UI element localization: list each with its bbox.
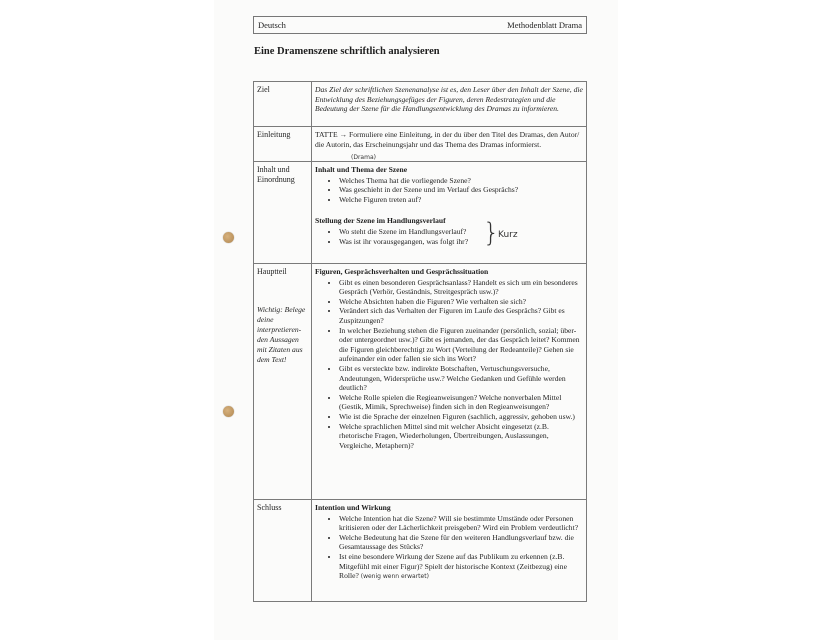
list-item: • Wo steht die Szene im Handlungsverlauf? [339, 227, 583, 237]
list-item: • Welche Intention hat die Szene? Will sie bestimmte Umstände oder Personen kritisieren oder der Lächerlichkeit preisgeben? Wird ein Problem verdeutlicht? [339, 514, 583, 533]
punch-hole [223, 406, 234, 417]
subject-label: Deutsch [258, 20, 286, 30]
row-label: Schluss [254, 500, 312, 602]
list-item: • Welche sprachlichen Mittel sind mit welcher Absicht eingesetzt (z.B. rhetorische Fragen, Wiederholungen, Übertreibungen, Auslassungen, Vergleiche, Metaphern)? [339, 422, 583, 451]
table-row-schluss [254, 500, 587, 602]
question-list [315, 514, 583, 582]
punch-hole [223, 232, 234, 243]
document-title: Eine Dramenszene schriftlich analysieren [254, 46, 440, 57]
section-title: Inhalt und Thema der Szene [315, 165, 408, 174]
handwritten-brace: } [483, 218, 500, 248]
list-item: • Ist eine besondere Wirkung der Szene auf das Publikum zu erkennen (z.B. Mitgefühl mit einer Figur)? Spielt der historische Kontext (Zeitbezug) eine Rolle? (wenig wenn erwartet) [339, 552, 583, 582]
question-list [315, 278, 583, 451]
row-label: Hauptteil Wichtig: Belege deine interpretieren-den Aussagen mit Zitaten aus dem Text! [254, 264, 312, 500]
list-item: • Welche Absichten haben die Figuren? Wie verhalten sie sich? [339, 297, 583, 307]
question-list [315, 176, 583, 205]
list-item: • Verändert sich das Verhalten der Figuren im Laufe des Gesprächs? Gibt es Zuspitzungen? [339, 306, 583, 325]
sheet-type-label: Methodenblatt Drama [507, 20, 582, 30]
list-item: • Gibt es versteckte bzw. indirekte Botschaften, Vertuschungsversuche, Andeutungen, Widersprüche usw.? Welche Gedanken und Gefühle werden deutlich? [339, 364, 583, 393]
row-label: Einleitung [254, 127, 312, 162]
row-label: Ziel [254, 82, 312, 127]
list-item: • Gibt es einen besonderen Gesprächsanlass? Handelt es sich um ein besonderes Gespräch (Verhör, Geständnis, Streitgespräch usw.)? [339, 278, 583, 297]
method-table [253, 81, 587, 602]
section-title: Intention und Wirkung [315, 503, 391, 512]
question-list [315, 227, 583, 246]
table-row-einleitung [254, 127, 587, 162]
row-label: Inhalt und Einordnung [254, 162, 312, 264]
list-item: • Was ist ihr vorausgegangen, was folgt ihr? [339, 237, 583, 247]
ziel-text: Das Ziel der schriftlichen Szenenanalyse ist es, den Leser über den Inhalt der Szene, die Entwicklung des Beziehungsgefüges der Figuren, deren Redestrategien und die Bedeutung der Szene für die Handlungsentwicklung des Dramas zu informieren. [312, 82, 587, 127]
table-row-inhalt [254, 162, 587, 264]
section-title: Figuren, Gesprächsverhalten und Gesprächssituation [315, 267, 489, 276]
table-row-ziel [254, 82, 587, 127]
schluss-cell [312, 500, 587, 602]
hauptteil-cell [312, 264, 587, 500]
list-item: • Welche Bedeutung hat die Szene für den weiteren Handlungsverlauf bzw. die Gesamtaussage des Stücks? [339, 533, 583, 552]
einleitung-text: TATTE → Formuliere eine Einleitung, in der du über den Titel des Dramas, den Autor/ die Autorin, das Erscheinungsjahr und das Thema des Dramas informierst. [312, 127, 587, 162]
hint-note: Wichtig: Belege deine interpretieren-den Aussagen mit Zitaten aus dem Text! [257, 304, 306, 364]
inhalt-cell [312, 162, 587, 264]
list-item: • Welche Figuren treten auf? [339, 195, 583, 205]
list-item: • Welche Rolle spielen die Regieanweisungen? Welche nonverbalen Mittel (Gestik, Mimik, Sprechweise) finden sich in den Regieanweisungen? [339, 393, 583, 412]
handwritten-drama: (Drama) [351, 154, 376, 161]
list-item: • Was geschieht in der Szene und im Verlauf des Gesprächs? [339, 185, 583, 195]
handwritten-kurz: Kurz [498, 230, 518, 240]
list-item: • In welcher Beziehung stehen die Figuren zueinander (persönlich, sozial; über- oder untergeordnet usw.)? Gibt es jemanden, der das Gespräch leitet? Kommen die Figuren gleichberechtigt zu Wort (Verteilung der Redeanteile)? Gehen sie aufeinander ein oder fallen sie sich ins Wort? [339, 326, 583, 364]
section-title: Stellung der Szene im Handlungsverlauf [315, 216, 446, 226]
list-item: • Welches Thema hat die vorliegende Szene? [339, 176, 583, 186]
handwritten-note: (wenig wenn erwartet) [360, 573, 429, 581]
header-bar [253, 16, 587, 34]
table-row-hauptteil [254, 264, 587, 500]
list-item: • Wie ist die Sprache der einzelnen Figuren (sachlich, aggressiv, gehoben usw.) [339, 412, 583, 422]
